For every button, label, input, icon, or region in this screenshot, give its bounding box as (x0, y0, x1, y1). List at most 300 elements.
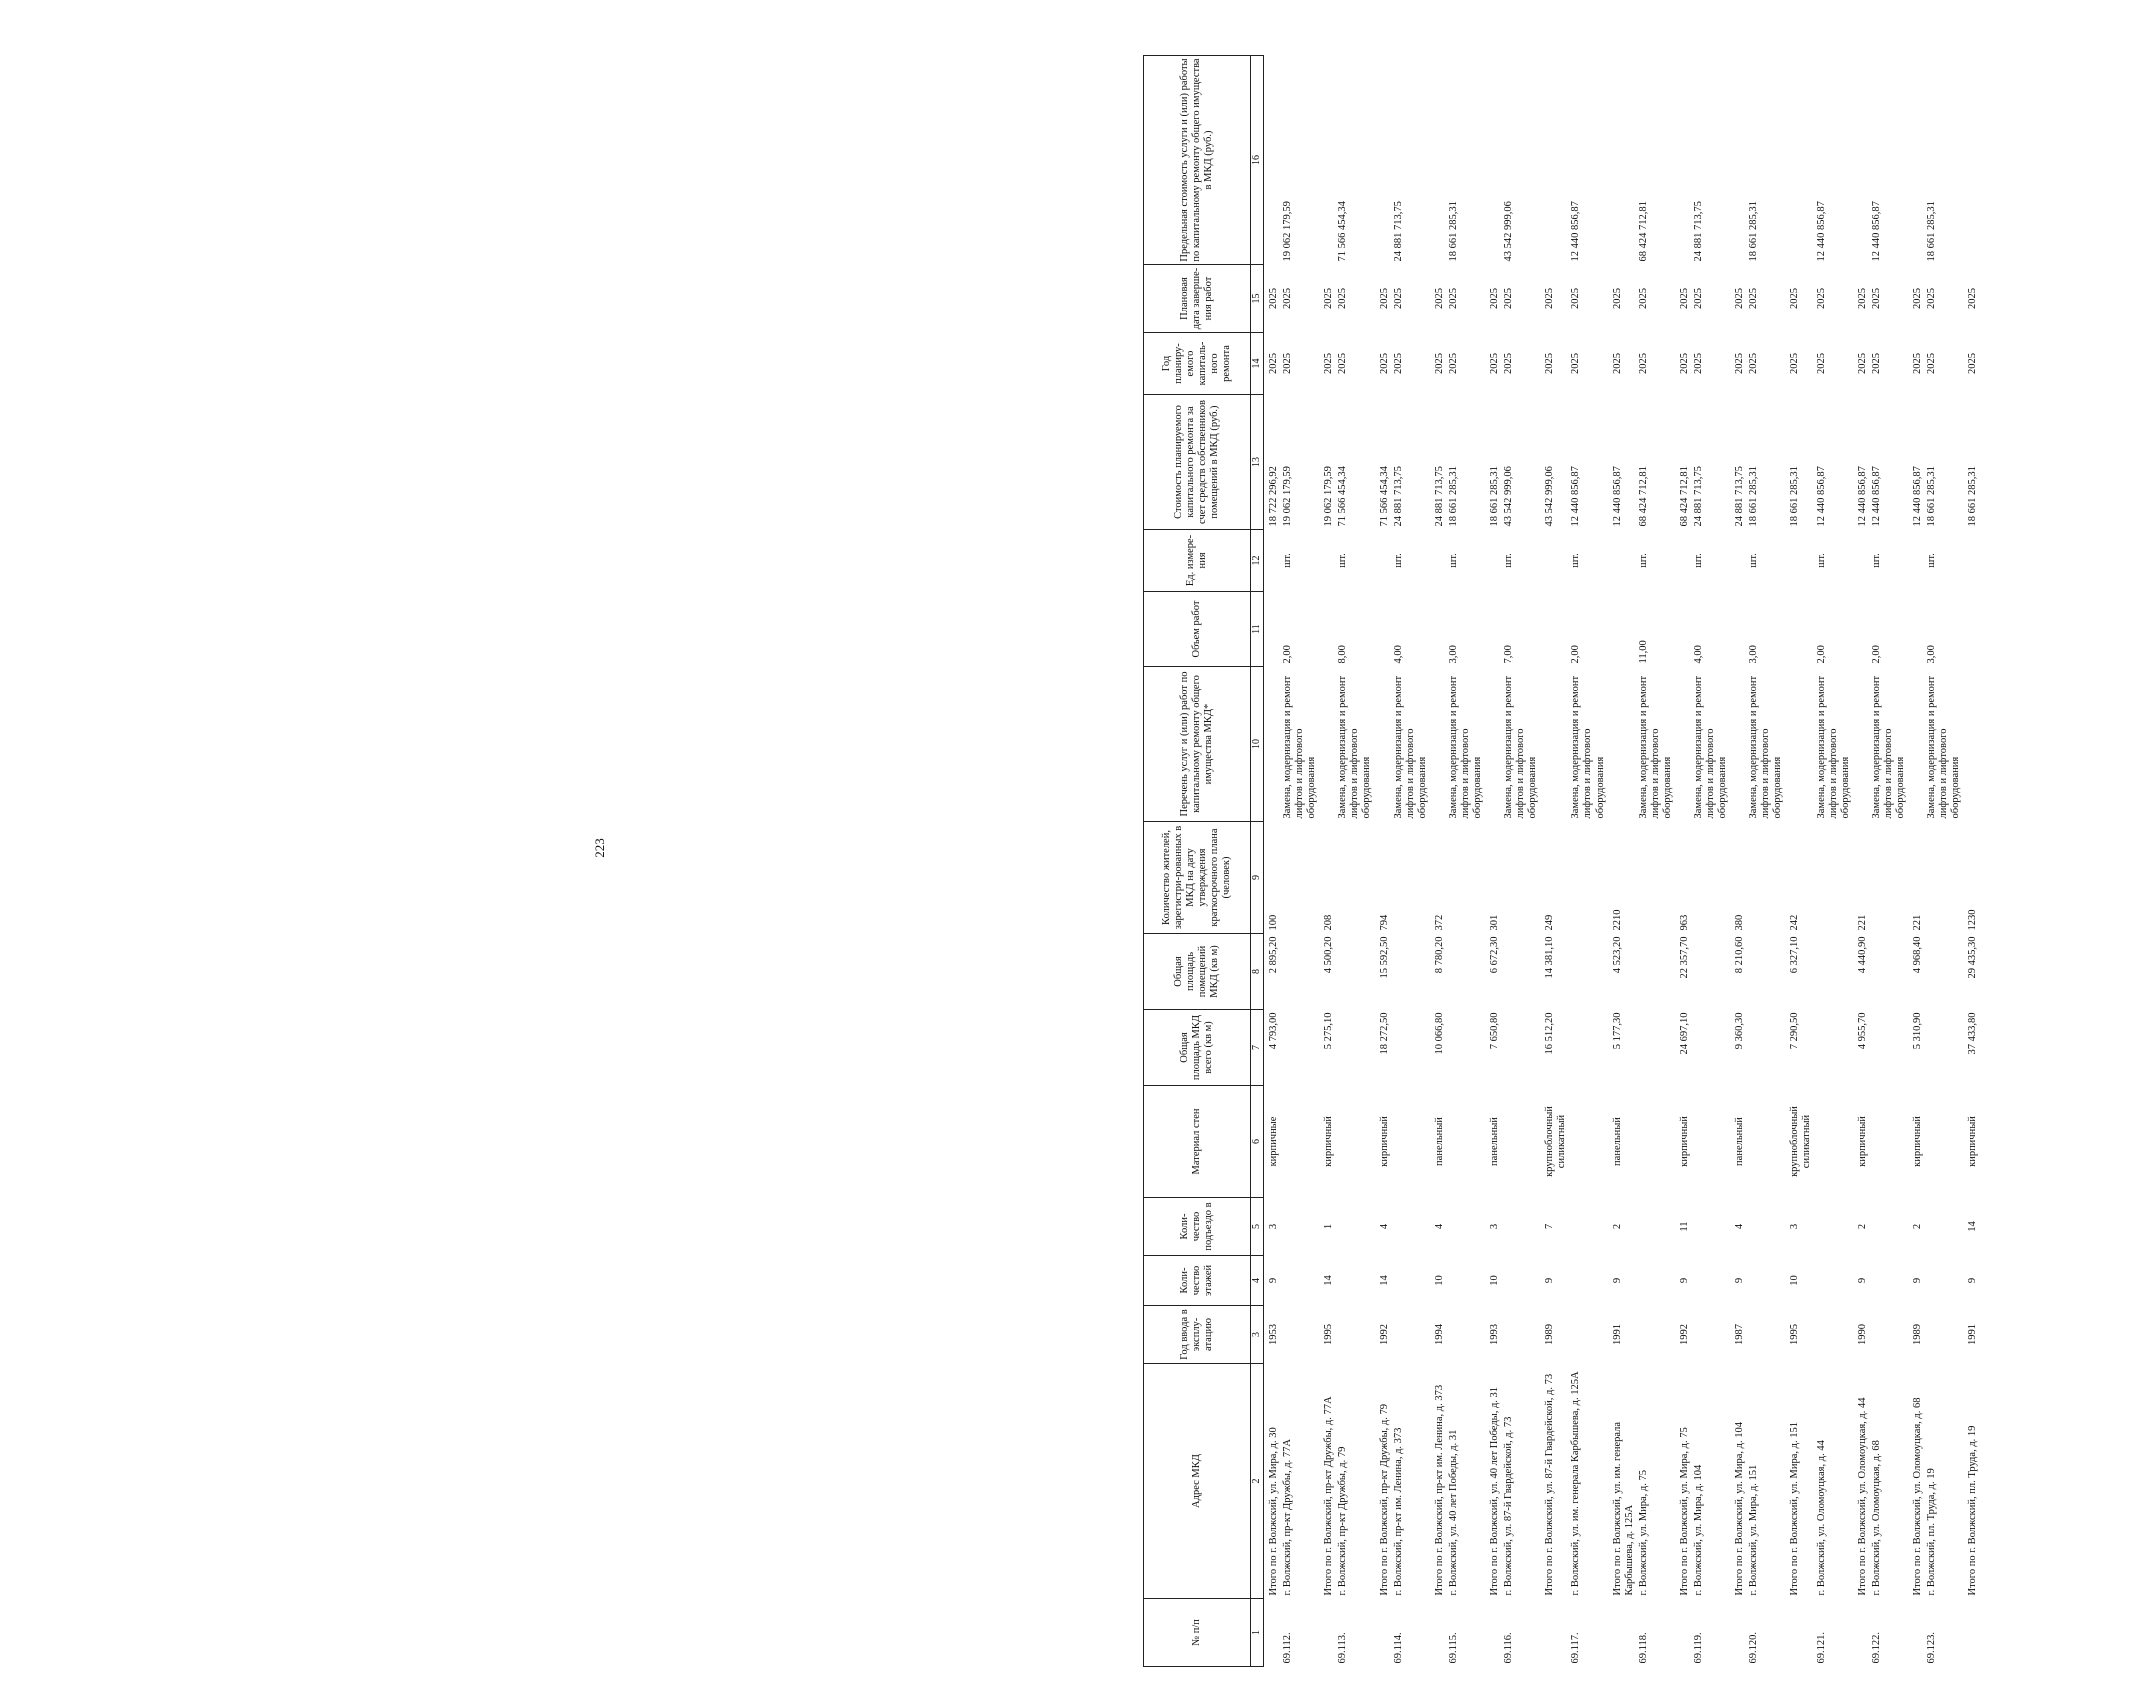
cell-res: 208 (1323, 914, 1335, 931)
object-row (1925, 56, 1963, 1667)
cell-year (1569, 1306, 1607, 1364)
col-header: Общая площадь МКД всего (кв м) (1144, 1010, 1251, 1086)
cell-year (1692, 1306, 1730, 1364)
cell-mat: крупноблочный силикатный (1789, 1106, 1813, 1177)
cell-y14: 2025 (1789, 353, 1801, 374)
cell-vol (1963, 592, 1980, 667)
cell-area2 (1447, 934, 1485, 1010)
cell-addr: Итого по г. Волжский, ул. Оломоуцкая, д. 44 (1856, 1397, 1868, 1596)
cell-mat (1747, 1086, 1785, 1198)
cell-y14: 2025 (1503, 353, 1515, 374)
cell-y15: 2025 (1967, 288, 1979, 309)
cell-unit: шт. (1815, 553, 1827, 568)
cell-entr: 3 (1489, 1223, 1500, 1230)
cell-num (1540, 1599, 1569, 1667)
total-row (1608, 56, 1637, 1667)
cell-floors (1692, 1256, 1730, 1306)
cell-work: Замена, модернизация и ремонт лифтов и лифтового оборудования (1926, 675, 1962, 819)
cell-num: 69.118. (1637, 1632, 1649, 1664)
cell-y15: 2025 (1282, 288, 1294, 309)
cell-work: Замена, модернизация и ремонт лифтов и лифтового оборудования (1748, 675, 1784, 819)
cell-vol (1375, 592, 1392, 667)
cell-area2 (1925, 934, 1963, 1010)
cell-floors: 9 (1678, 1277, 1690, 1284)
cell-addr: Итого по г. Волжский, ул. 87-й Гвардейской, д. 73 (1544, 1373, 1556, 1596)
cell-mat: панельный (1734, 1117, 1746, 1166)
cell-year: 1987 (1734, 1324, 1746, 1345)
cell-addr: г. Волжский, пр-кт Дружбы, д. 79 (1337, 1446, 1349, 1596)
cell-year (1502, 1306, 1540, 1364)
cell-limit: 19 062 179,59 (1282, 201, 1294, 262)
cell-y15: 2025 (1611, 288, 1623, 309)
cell-limit (1430, 56, 1447, 265)
cell-unit (1963, 530, 1980, 592)
cell-limit (1375, 56, 1392, 265)
cell-year: 1993 (1489, 1324, 1500, 1345)
object-row (1336, 56, 1374, 1667)
cell-y15: 2025 (1692, 288, 1704, 309)
cell-area2: 15 592,50 (1378, 936, 1390, 979)
cell-num: 69.122. (1870, 1632, 1882, 1664)
cell-res (1281, 822, 1319, 934)
cell-year (1336, 1306, 1374, 1364)
cell-floors (1502, 1256, 1540, 1306)
cell-num (1485, 1599, 1502, 1667)
col-header: Объем работ (1144, 592, 1251, 667)
total-row (1675, 56, 1692, 1667)
cell-addr: г. Волжский, ул. 40 лет Победы, д. 31 (1447, 1429, 1459, 1596)
cell-res: 100 (1268, 914, 1279, 931)
cell-limit: 12 440 856,87 (1815, 201, 1827, 262)
col-header: Предельная стоимость услуги и (или) работы по капитальному ремонту общего имущества в МКД (руб.) (1144, 56, 1251, 265)
cell-area: 10 066,80 (1433, 1012, 1445, 1055)
object-row (1392, 56, 1430, 1667)
cell-area2 (1815, 934, 1853, 1010)
cell-floors: 9 (1911, 1277, 1923, 1284)
cell-limit (1908, 56, 1925, 265)
cell-res: 2210 (1611, 909, 1623, 931)
cell-cost: 12 440 856,87 (1911, 466, 1923, 527)
cell-work (1608, 667, 1637, 822)
total-row (1785, 56, 1814, 1667)
cell-y15: 2025 (1503, 288, 1515, 309)
cell-num: 69.114. (1392, 1632, 1404, 1664)
cell-work (1730, 667, 1747, 822)
cell-year (1925, 1306, 1963, 1364)
col-number: 10 (1251, 667, 1264, 822)
cell-y14: 2025 (1856, 353, 1868, 374)
cell-res (1392, 822, 1430, 934)
cell-y15: 2025 (1570, 288, 1582, 309)
cell-area2: 6 327,10 (1789, 936, 1801, 974)
cell-addr: Итого по г. Волжский, ул. Мира, д. 30 (1268, 1427, 1279, 1596)
cell-work: Замена, модернизация и ремонт лифтов и лифтового оборудования (1870, 675, 1906, 819)
cell-entr: 2 (1911, 1223, 1923, 1230)
cell-area2 (1281, 934, 1319, 1010)
cell-y14: 2025 (1392, 353, 1404, 374)
cell-work (1375, 667, 1392, 822)
capital-repair-table (1143, 55, 1980, 1667)
cell-cost: 24 881 713,75 (1392, 466, 1404, 527)
cell-res: 242 (1789, 914, 1801, 931)
cell-vol (1675, 592, 1692, 667)
cell-cost: 18 661 285,31 (1789, 466, 1801, 527)
cell-limit (1675, 56, 1692, 265)
cell-area (1925, 1010, 1963, 1086)
cell-mat (1281, 1086, 1319, 1198)
cell-addr: г. Волжский, пр-кт им. Ленина, д. 373 (1392, 1427, 1404, 1596)
total-row (1853, 56, 1870, 1667)
cell-year (1392, 1306, 1430, 1364)
cell-entr (1569, 1198, 1607, 1256)
cell-limit: 12 440 856,87 (1570, 201, 1582, 262)
cell-y15: 2025 (1489, 288, 1500, 309)
cell-cost: 71 566 454,34 (1378, 466, 1390, 527)
cell-area (1392, 1010, 1430, 1086)
cell-addr: Итого по г. Волжский, пр-кт им. Ленина, д. 373 (1433, 1384, 1445, 1596)
col-number: 6 (1251, 1086, 1264, 1198)
cell-area2: 6 672,30 (1489, 936, 1500, 974)
cell-num (1264, 1599, 1282, 1667)
cell-vol (1264, 592, 1282, 667)
cell-year: 1995 (1323, 1324, 1335, 1345)
cell-unit (1675, 530, 1692, 592)
cell-res (1569, 822, 1607, 934)
cell-unit: шт. (1282, 553, 1294, 568)
col-header: Количество жителей, зарегистри-рованных в МКД на дату утверждения краткосрочного плана (человек) (1144, 822, 1251, 934)
cell-cost: 71 566 454,34 (1337, 466, 1349, 527)
cell-limit: 68 424 712,81 (1637, 201, 1649, 262)
cell-res (1336, 822, 1374, 934)
cell-area (1870, 1010, 1908, 1086)
cell-res: 249 (1544, 914, 1556, 931)
column-number-row (1251, 56, 1264, 1667)
cell-mat (1637, 1086, 1675, 1198)
cell-floors: 9 (1856, 1277, 1868, 1284)
cell-num: 69.116. (1503, 1632, 1515, 1664)
cell-num (1375, 1599, 1392, 1667)
cell-cost: 18 661 285,31 (1926, 466, 1937, 527)
cell-cost: 18 661 285,31 (1967, 466, 1979, 527)
cell-area (1447, 1010, 1485, 1086)
cell-floors (1392, 1256, 1430, 1306)
cell-mat: панельный (1489, 1117, 1500, 1166)
cell-area (1692, 1010, 1730, 1086)
cell-y14: 2025 (1678, 353, 1690, 374)
cell-num (1785, 1599, 1814, 1667)
col-header: Коли-чество этажей (1144, 1256, 1251, 1306)
cell-num: 69.117. (1570, 1632, 1582, 1664)
total-row (1540, 56, 1569, 1667)
cell-area: 18 272,50 (1378, 1012, 1390, 1055)
cell-y15: 2025 (1433, 288, 1445, 309)
cell-entr (1692, 1198, 1730, 1256)
cell-area2 (1637, 934, 1675, 1010)
cell-vol: 2,00 (1815, 645, 1827, 664)
cell-entr (1925, 1198, 1963, 1256)
header-row (1144, 56, 1251, 1667)
cell-limit (1319, 56, 1336, 265)
cell-y14: 2025 (1489, 353, 1500, 374)
cell-vol: 7,00 (1503, 645, 1515, 664)
cell-limit (1264, 56, 1282, 265)
cell-res: 301 (1489, 914, 1500, 931)
cell-num: 69.123. (1926, 1632, 1937, 1664)
cell-y14: 2025 (1611, 353, 1623, 374)
object-row (1747, 56, 1785, 1667)
cell-area2: 2 895,20 (1268, 936, 1279, 974)
cell-unit: шт. (1392, 553, 1404, 568)
cell-y15: 2025 (1544, 288, 1556, 309)
col-number: 5 (1251, 1198, 1264, 1256)
col-number: 7 (1251, 1010, 1264, 1086)
cell-year: 1989 (1544, 1324, 1556, 1345)
cell-work: Замена, модернизация и ремонт лифтов и лифтового оборудования (1392, 675, 1428, 819)
cell-res (1447, 822, 1485, 934)
cell-entr: 2 (1611, 1223, 1623, 1230)
cell-addr: г. Волжский, ул. им. генерала Карбышева, д. 125А (1570, 1371, 1582, 1596)
cell-area (1815, 1010, 1853, 1086)
cell-addr: Итого по г. Волжский, пр-кт Дружбы, д. 77А (1323, 1396, 1335, 1596)
cell-mat (1447, 1086, 1485, 1198)
col-number: 8 (1251, 934, 1264, 1010)
cell-area (1637, 1010, 1675, 1086)
cell-vol (1908, 592, 1925, 667)
cell-vol: 11,00 (1637, 640, 1649, 664)
total-row (1319, 56, 1336, 1667)
cell-limit: 43 542 999,06 (1503, 201, 1515, 262)
cell-entr: 4 (1378, 1223, 1390, 1230)
cell-y15: 2025 (1789, 288, 1801, 309)
cell-floors (1447, 1256, 1485, 1306)
cell-area (1281, 1010, 1319, 1086)
cell-vol: 2,00 (1870, 645, 1882, 664)
cell-floors: 9 (1967, 1277, 1979, 1284)
cell-area2: 4 440,90 (1856, 936, 1868, 974)
object-row (1815, 56, 1853, 1667)
cell-area: 7 650,80 (1489, 1012, 1500, 1050)
object-row (1637, 56, 1675, 1667)
cell-area2: 4 500,20 (1323, 936, 1335, 974)
cell-work (1853, 667, 1870, 822)
col-header: Материал стен (1144, 1086, 1251, 1198)
total-row (1963, 56, 1980, 1667)
cell-limit (1963, 56, 1980, 265)
cell-y14: 2025 (1637, 353, 1649, 374)
cell-work: Замена, модернизация и ремонт лифтов и лифтового оборудования (1337, 675, 1373, 819)
cell-y15: 2025 (1637, 288, 1649, 309)
cell-res: 221 (1911, 914, 1923, 931)
page-number: 223 (592, 838, 607, 858)
cell-vol: 3,00 (1748, 645, 1760, 664)
cell-entr (1392, 1198, 1430, 1256)
cell-cost: 12 440 856,87 (1856, 466, 1868, 527)
cell-num (1319, 1599, 1336, 1667)
cell-num: 69.119. (1692, 1632, 1704, 1664)
cell-floors (1925, 1256, 1963, 1306)
cell-mat: кирпичный (1967, 1116, 1979, 1167)
object-row (1692, 56, 1730, 1667)
object-row (1502, 56, 1540, 1667)
cell-vol: 2,00 (1570, 645, 1582, 664)
cell-area2 (1747, 934, 1785, 1010)
col-number: 3 (1251, 1306, 1264, 1364)
cell-area2: 8 780,20 (1433, 936, 1445, 974)
cell-year: 1995 (1789, 1324, 1801, 1345)
cell-addr: г. Волжский, пр-кт Дружбы, д. 77А (1282, 1439, 1294, 1596)
cell-unit: шт. (1748, 553, 1760, 568)
cell-addr: г. Волжский, ул. 87-й Гвардейской, д. 73 (1503, 1416, 1515, 1596)
cell-vol (1608, 592, 1637, 667)
cell-addr: Итого по г. Волжский, пр-кт Дружбы, д. 79 (1378, 1403, 1390, 1596)
col-header: Перечень услуг и (или) работ по капитальному ремонту общего имущества МКД* (1144, 667, 1251, 822)
cell-y15: 2025 (1815, 288, 1827, 309)
cell-floors: 9 (1734, 1277, 1746, 1284)
total-row (1264, 56, 1282, 1667)
cell-floors (1815, 1256, 1853, 1306)
col-number: 15 (1251, 265, 1264, 333)
cell-area (1569, 1010, 1607, 1086)
cell-cost: 19 062 179,59 (1282, 466, 1294, 527)
cell-mat (1692, 1086, 1730, 1198)
cell-mat (1870, 1086, 1908, 1198)
cell-addr: г. Волжский, ул. Мира, д. 151 (1748, 1464, 1760, 1596)
cell-cost: 68 424 712,81 (1678, 466, 1690, 527)
cell-vol: 4,00 (1392, 645, 1404, 664)
cell-y14: 2025 (1378, 353, 1390, 374)
col-number: 14 (1251, 333, 1264, 395)
object-row (1281, 56, 1319, 1667)
cell-unit (1485, 530, 1502, 592)
cell-year (1815, 1306, 1853, 1364)
cell-year (1747, 1306, 1785, 1364)
cell-unit (1540, 530, 1569, 592)
cell-cost: 12 440 856,87 (1570, 466, 1582, 527)
cell-unit: шт. (1337, 553, 1349, 568)
cell-work (1264, 667, 1282, 822)
cell-floors (1281, 1256, 1319, 1306)
cell-floors: 10 (1789, 1275, 1801, 1286)
cell-cost: 24 881 713,75 (1734, 466, 1746, 527)
cell-unit (1430, 530, 1447, 592)
cell-work: Замена, модернизация и ремонт лифтов и лифтового оборудования (1447, 675, 1483, 819)
cell-entr: 4 (1433, 1223, 1445, 1230)
col-header: Год планиру-емого капиталь-ного ремонта (1144, 333, 1251, 395)
cell-num: 69.120. (1748, 1632, 1760, 1664)
cell-y15: 2025 (1268, 288, 1279, 309)
cell-vol: 3,00 (1447, 645, 1459, 664)
cell-vol: 2,00 (1282, 645, 1294, 664)
cell-addr: Итого по г. Волжский, ул. Оломоуцкая, д. 68 (1911, 1397, 1923, 1596)
cell-cost: 24 881 713,75 (1433, 466, 1445, 527)
cell-y14: 2025 (1544, 353, 1556, 374)
cell-area: 16 512,20 (1544, 1012, 1556, 1055)
cell-limit: 12 440 856,87 (1870, 201, 1882, 262)
cell-floors: 14 (1323, 1275, 1335, 1286)
col-number: 12 (1251, 530, 1264, 592)
cell-floors: 14 (1378, 1275, 1390, 1286)
cell-area2 (1502, 934, 1540, 1010)
cell-res (1692, 822, 1730, 934)
cell-year (1281, 1306, 1319, 1364)
col-header: Общая площадь помещений МКД (кв м) (1144, 934, 1251, 1010)
cell-y14: 2025 (1570, 353, 1582, 374)
cell-entr: 4 (1734, 1223, 1746, 1230)
cell-y15: 2025 (1337, 288, 1349, 309)
cell-y14: 2025 (1734, 353, 1746, 374)
cell-area: 37 433,80 (1967, 1012, 1979, 1055)
cell-area2: 14 381,10 (1544, 936, 1556, 979)
cell-area: 5 275,10 (1323, 1012, 1335, 1050)
cell-unit: шт. (1692, 553, 1704, 568)
cell-vol (1730, 592, 1747, 667)
cell-area: 5 310,90 (1911, 1012, 1923, 1050)
object-row (1870, 56, 1908, 1667)
col-number: 9 (1251, 822, 1264, 934)
cell-unit: шт. (1570, 553, 1582, 568)
cell-mat: крупноблочный силикатный (1544, 1106, 1568, 1177)
total-row (1430, 56, 1447, 1667)
cell-year (1447, 1306, 1485, 1364)
total-row (1908, 56, 1925, 1667)
cell-cost: 68 424 712,81 (1637, 466, 1649, 527)
cell-y14: 2025 (1870, 353, 1882, 374)
cell-year (1637, 1306, 1675, 1364)
cell-y14: 2025 (1447, 353, 1459, 374)
cell-area2: 22 357,70 (1678, 936, 1690, 979)
cell-work: Замена, модернизация и ремонт лифтов и лифтового оборудования (1570, 675, 1606, 819)
cell-area (1336, 1010, 1374, 1086)
cell-num (1675, 1599, 1692, 1667)
cell-limit: 24 881 713,75 (1392, 201, 1404, 262)
cell-num (1608, 1599, 1637, 1667)
cell-mat: кирпичный (1856, 1116, 1868, 1167)
cell-y15: 2025 (1323, 288, 1335, 309)
cell-unit: шт. (1870, 553, 1882, 568)
cell-mat (1925, 1086, 1963, 1198)
cell-mat (1815, 1086, 1853, 1198)
cell-area: 9 360,30 (1734, 1012, 1746, 1050)
cell-y15: 2025 (1392, 288, 1404, 309)
cell-y14: 2025 (1433, 353, 1445, 374)
cell-entr: 7 (1544, 1223, 1556, 1230)
cell-addr: Итого по г. Волжский, ул. им. генерала Карбышева, д. 125А (1611, 1421, 1635, 1596)
cell-mat: панельный (1611, 1117, 1623, 1166)
cell-unit: шт. (1447, 553, 1459, 568)
cell-work (1430, 667, 1447, 822)
cell-y14: 2025 (1748, 353, 1760, 374)
cell-area: 4 955,70 (1856, 1012, 1868, 1050)
cell-vol (1485, 592, 1502, 667)
cell-area (1502, 1010, 1540, 1086)
cell-year (1870, 1306, 1908, 1364)
cell-limit: 18 661 285,31 (1926, 201, 1937, 262)
cell-y15: 2025 (1911, 288, 1923, 309)
cell-vol (1540, 592, 1569, 667)
cell-mat (1336, 1086, 1374, 1198)
col-number: 1 (1251, 1599, 1264, 1667)
cell-entr (1502, 1198, 1540, 1256)
cell-floors: 10 (1489, 1275, 1500, 1286)
cell-floors: 9 (1268, 1277, 1279, 1284)
cell-floors (1747, 1256, 1785, 1306)
cell-num (1430, 1599, 1447, 1667)
cell-area2 (1336, 934, 1374, 1010)
cell-work: Замена, модернизация и ремонт лифтов и лифтового оборудования (1637, 675, 1673, 819)
cell-y15: 2025 (1748, 288, 1760, 309)
cell-work (1908, 667, 1925, 822)
cell-mat: кирпичный (1911, 1116, 1923, 1167)
